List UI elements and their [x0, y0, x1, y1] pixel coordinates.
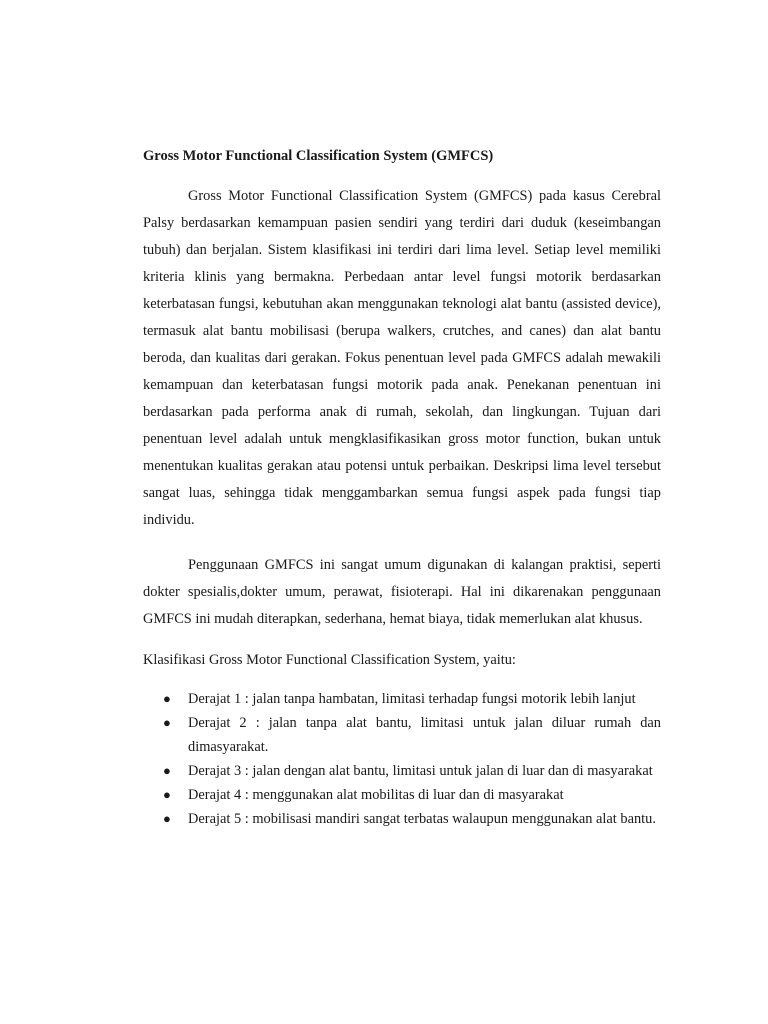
list-item-derajat-5	[143, 807, 661, 831]
bullet-icon: ●	[163, 787, 171, 802]
list-item-text: Derajat 2 : jalan tanpa alat bantu, limitasi untuk jalan diluar rumah dan dimasyarakat.	[188, 715, 661, 755]
list-item-derajat-1	[143, 687, 661, 711]
list-item-text: Derajat 3 : jalan dengan alat bantu, limitasi untuk jalan di luar dan di masyarakat	[188, 763, 653, 779]
document-heading: Gross Motor Functional Classification System (GMFCS)	[143, 148, 494, 164]
list-intro: Klasifikasi Gross Motor Functional Classification System, yaitu:	[143, 652, 516, 668]
bullet-icon: ●	[163, 715, 171, 730]
document-page	[143, 146, 661, 831]
bullet-icon: ●	[163, 811, 171, 826]
list-item-derajat-4	[143, 783, 661, 807]
bullet-icon: ●	[163, 691, 171, 706]
classification-list	[143, 687, 661, 831]
list-item-text: Derajat 1 : jalan tanpa hambatan, limitasi terhadap fungsi motorik lebih lanjut	[188, 691, 636, 707]
bullet-icon: ●	[163, 763, 171, 778]
list-item-text: Derajat 5 : mobilisasi mandiri sangat terbatas walaupun menggunakan alat bantu.	[188, 811, 656, 827]
list-item-text: Derajat 4 : menggunakan alat mobilitas di luar dan di masyarakat	[188, 787, 564, 803]
list-item-derajat-3	[143, 759, 661, 783]
list-item-derajat-2	[143, 711, 661, 759]
paragraph-gmfcs-usage: Penggunaan GMFCS ini sangat umum digunakan di kalangan praktisi, seperti dokter spesialis,dokter umum, perawat, fisioterapi. Hal ini dikarenakan penggunaan GMFCS ini mudah diterapkan, sederhana, hemat biaya, tidak memerlukan alat khusus.	[143, 557, 661, 627]
paragraph-gmfcs-description: Gross Motor Functional Classification System (GMFCS) pada kasus Cerebral Palsy berdasarkan kemampuan pasien sendiri yang terdiri dari duduk (keseimbangan tubuh) dan berjalan. Sistem klasifikasi ini terdiri dari lima level. Setiap level memiliki kriteria klinis yang bermakna. Perbedaan antar level fungsi motorik berdasarkan keterbatasan fungsi, kebutuhan akan menggunakan teknologi alat bantu (assisted device), termasuk alat bantu mobilisasi (berupa walkers, crutches, and canes) dan alat bantu beroda, dan kualitas dari gerakan. Fokus penentuan level pada GMFCS adalah mewakili kemampuan dan keterbatasan fungsi motorik pada anak. Penekanan penentuan ini berdasarkan pada performa anak di rumah, sekolah, dan lingkungan. Tujuan dari penentuan level adalah untuk mengklasifikasikan gross motor function, bukan untuk menentukan kualitas gerakan atau potensi untuk perbaikan. Deskripsi lima level tersebut sangat luas, sehingga tidak menggambarkan semua fungsi aspek pada fungsi tiap individu.	[143, 188, 661, 528]
